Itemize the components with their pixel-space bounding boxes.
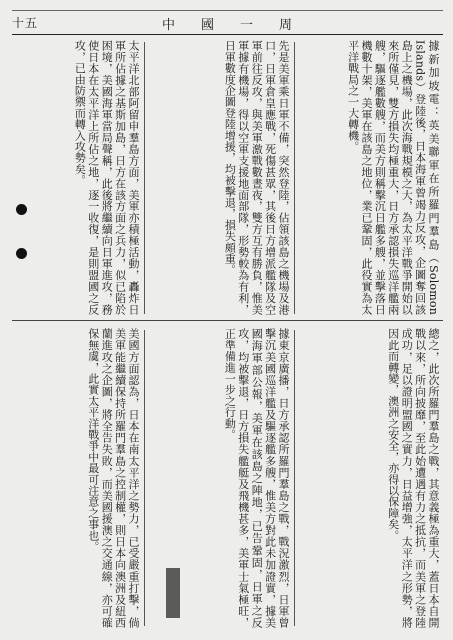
article-top-left: 太平洋北部阿留申羣島方面，美軍亦積極活動，轟炸日軍所佔據之基斯加島，日方在該方面之兵力，似已陷於困境，美國海軍當局聲稱，此後將繼續向日軍進攻，務使日本在太平洋上所佔之地，逐一收復，是則盟國之反攻，已由防禦而轉入攻勢矣。 [73,40,140,315]
punch-hole [16,248,27,259]
article-bottom-right: 總之，此次所羅門羣島之戰，其意義極為重大，蓋日本自開戰以來，所向披靡，至此始遭遇有力之抵抗，而美軍之登陸成功，足以證明盟國之實力，日益增強，太平洋之形勢，將因此而轉變，澳洲之安全，亦得以保障矣。 [386,328,440,628]
section-divider [12,320,443,321]
article-top-right: 據新加坡電：英美聯軍在所羅門羣島（Solomon Islands）登陸後，日本海軍曾竭力反攻，企圖奪回該島上之機場，此次海戰規模之大，為太平洋戰爭開始以來所僅見，雙方損失均極重大，日方承認損失巡洋艦兩艘，驅逐艦數艘，而美方則稱擊沉日艦多艘，並擊落日機數十架，美軍在該島之地位，業已鞏固，此役實為太平洋戰局之一大轉機。 [346,40,440,315]
article-bottom-middle: 據東京廣播，日方承認所羅門羣島之戰，戰況激烈，日軍曾擊沉美國巡洋艦及驅逐艦多艘，惟美方對此未加證實，據美國海軍部公報，美軍在該島之陣地，已告鞏固，日軍之反攻，均被擊退，日方損失艦艇及飛機甚多，美軍士氣極旺，正準備進一步之行動。 [223,328,290,628]
punch-hole [16,204,27,215]
ink-blot [166,568,180,618]
journal-title: 中國一周 [162,18,319,33]
column-rule [294,42,295,314]
column-rule [144,330,145,626]
article-top-middle: 先是美軍乘日軍不備，突然登陸，佔領該島之機場及港口，日軍倉皇應戰，死傷甚眾，其後日方增派艦隊及空軍前往反攻，與美軍激戰數晝夜，雙方互有勝負，惟美軍據有機場，得以空軍支援地面部隊，形勢較為有利，日軍數度企圖登陸增援，均被擊退，損失頗重。 [223,40,290,315]
running-head [12,14,443,35]
top-rule [12,10,443,11]
column-rule [294,330,295,626]
column-rule [144,42,145,314]
article-bottom-left: 美國方面認為，日本在南太平洋之勢力，已受嚴重打擊，倘美軍能繼續保持所羅門羣島之控制權，則日本向澳洲及紐西蘭進攻之企圖，將全告失敗，而美國援澳之交通線，亦可確保無虞，此實太平洋戰爭中最可注意之事也。 [86,328,140,628]
page-number: 十五 [12,16,39,30]
